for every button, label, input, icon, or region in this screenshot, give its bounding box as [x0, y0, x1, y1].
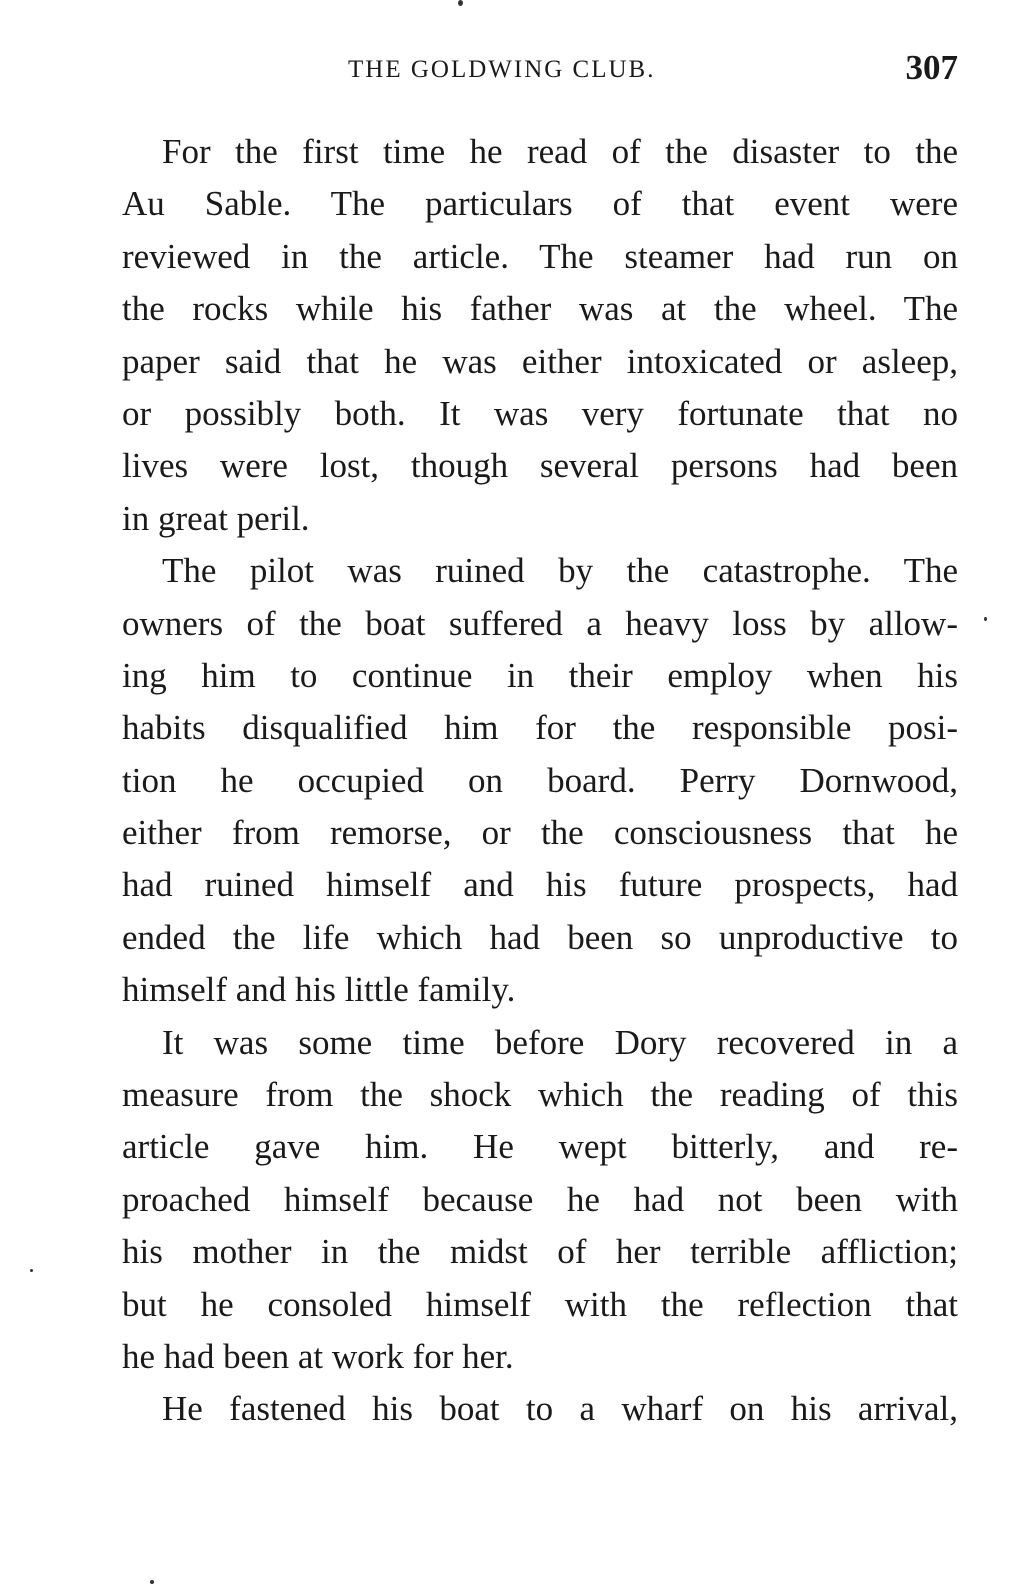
- ink-speck: [458, 0, 463, 6]
- text-line: either from remorse, or the consciousness that he: [122, 813, 958, 853]
- text-line: ended the life which had been so unproductive to: [122, 917, 958, 957]
- text-line: in great peril.: [122, 498, 310, 538]
- paragraph: [122, 126, 958, 545]
- text-line: The pilot was ruined by the catastrophe. The: [162, 551, 958, 591]
- text-line: himself and his little family.: [122, 970, 516, 1010]
- text-line: but he consoled himself with the reflection that: [122, 1284, 958, 1324]
- text-line: ing him to continue in their employ when his: [122, 655, 958, 695]
- text-line: lives were lost, though several persons had been: [122, 446, 958, 486]
- ink-speck: [984, 617, 987, 621]
- paragraph: [122, 1383, 958, 1435]
- text-line: had ruined himself and his future prospects, had: [122, 865, 958, 905]
- text-line: For the first time he read of the disaster to the: [162, 132, 958, 171]
- ink-speck: [150, 1580, 154, 1584]
- paragraph: [122, 1017, 958, 1384]
- text-line: the rocks while his father was at the wheel. The: [122, 289, 958, 329]
- text-line: It was some time before Dory recovered in a: [162, 1022, 958, 1062]
- text-line: article gave him. He wept bitterly, and re-: [122, 1127, 958, 1167]
- page-number: 307: [905, 48, 958, 87]
- ink-speck: [30, 1269, 33, 1272]
- paragraph: [122, 545, 958, 1017]
- text-line: he had been at work for her.: [122, 1336, 514, 1376]
- body-text: [122, 126, 958, 1436]
- text-line: habits disqualified him for the responsible posi-: [122, 708, 958, 748]
- text-line: owners of the boat suffered a heavy loss by allow-: [122, 603, 958, 643]
- text-line: or possibly both. It was very fortunate that no: [122, 393, 958, 433]
- running-title: THE GOLDWING CLUB.: [348, 56, 656, 83]
- text-line: paper said that he was either intoxicated or asleep,: [122, 341, 958, 381]
- text-line: measure from the shock which the reading of this: [122, 1075, 958, 1115]
- text-line: tion he occupied on board. Perry Dornwood,: [122, 760, 958, 800]
- running-head: [122, 50, 958, 90]
- text-line: He fastened his boat to a wharf on his arrival,: [162, 1389, 958, 1429]
- text-line: his mother in the midst of her terrible affliction;: [122, 1232, 958, 1272]
- text-line: proached himself because he had not been with: [122, 1179, 958, 1219]
- text-line: Au Sable. The particulars of that event were: [122, 184, 958, 224]
- text-line: reviewed in the article. The steamer had run on: [122, 236, 958, 276]
